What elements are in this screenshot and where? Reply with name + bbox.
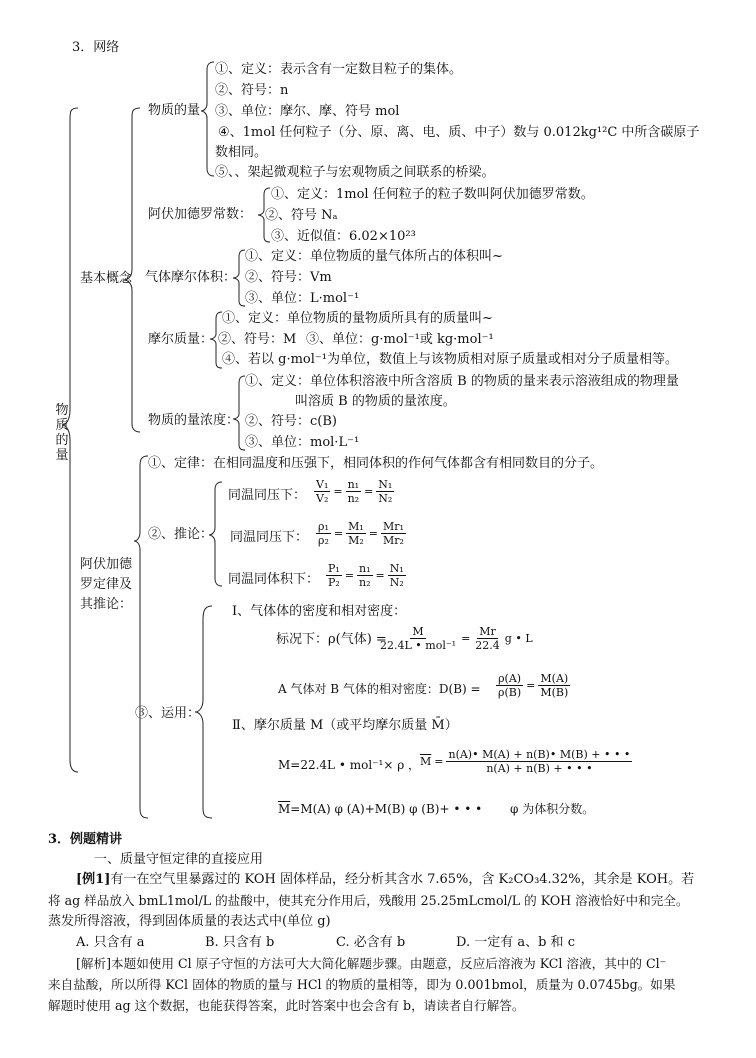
avogadro-law-label-2: 罗定律及 — [80, 577, 133, 592]
phi-note: φ 为体积分数。 — [510, 802, 595, 816]
inference-2-formula: ρ₁ ρ₂ = M₁ M₂ = Mr₁ Mr₂ — [318, 520, 404, 547]
avogadro-const-label: 阿伏加德罗常数： — [148, 207, 253, 222]
molar-volume-item-3: ③、单位：L·mol⁻¹ — [245, 291, 360, 306]
root-label — [55, 403, 69, 463]
amount-item-4-cont: 数相同。 — [215, 145, 268, 160]
avogadro-law-label-1: 阿伏加德 — [80, 557, 133, 572]
option-a: A. 只含有 a — [76, 935, 145, 950]
molar-mass-item-2: ②、符号：M — [218, 332, 297, 347]
option-d: D. 一定有 a、b 和 c — [456, 935, 575, 950]
concentration-item-3: ③、单位：mol·L⁻¹ — [245, 435, 360, 450]
analysis-line-2: 来自盐酸，所以所得 KCl 固体的物质的量与 HCl 的物质的量相等，即为 0.001bmol，质量为 0.0745bg。如果 — [48, 977, 676, 992]
mbar-symbol: $\overline{M}$ — [420, 755, 432, 768]
law-item-2: ②、推论： — [148, 527, 214, 542]
amount-label: 物质的量 — [148, 103, 201, 118]
avogadro-law-label-3: 其推论： — [80, 597, 133, 612]
molar-volume-label: 气体摩尔体积： — [145, 270, 237, 285]
inference-3-label: 同温同体积下： — [228, 572, 320, 587]
molar-mass-label: 摩尔质量： — [148, 332, 214, 347]
root-label-text: 物 质 的 量 — [55, 403, 69, 463]
avogadro-const-item-1: ①、定义：1mol 任何粒子的粒子数叫阿伏加德罗常数。 — [271, 187, 594, 202]
option-b: B. 只含有 b — [205, 935, 275, 950]
example-heading: 3．例题精讲 — [48, 832, 123, 847]
law-item-1: ①、定律：在相同温度和压强下，相同体积的作何气体都含有相同数目的分子。 — [148, 456, 604, 471]
concentration-item-1-cont: 叫溶质 B 的物质的量浓度。 — [295, 394, 456, 409]
analysis-line-3: 解题时使用 ag 这个数据，也能获得答案，此时答案中也会含有 b，请读者自行解答。 — [48, 998, 525, 1013]
amount-item-5: ⑤、、架起微观粒子与宏观物质之间联系的桥梁。 — [215, 165, 495, 180]
concentration-label: 物质的量浓度： — [148, 413, 240, 428]
amount-item-1: ①、定义：表示含有一定数目粒子的集体。 — [215, 62, 463, 77]
concentration-item-2: ②、符号：c(B) — [245, 414, 337, 429]
relative-density-formula: ρ(A) ρ(B) = M(A) M(B) — [498, 672, 569, 699]
analysis-line-1: [解析]本题如使用 Cl 原子守恒的方法可大大简化解题步骤。由题意，反应后溶液为 KCl 溶液，其中的 Cl⁻ — [76, 956, 667, 971]
avogadro-const-item-2: ②、符号 Nₐ — [265, 208, 338, 223]
std-density-formula: M 22.4L • mol⁻¹ = $\frac{Mr}{22.4}$ g • L — [380, 625, 533, 652]
example-line-3: 蒸发所得溶液，得到固体质量的表达式中(单位 g) — [48, 914, 331, 929]
inference-1-label: 同温同压下： — [228, 488, 307, 503]
basic-concepts-label: 基本概念 — [80, 271, 133, 286]
amount-item-2: ②、符号：n — [215, 83, 289, 98]
application-1-title: Ⅰ、气体体的密度和相对密度： — [232, 604, 407, 619]
molar-volume-item-2: ②、符号：Vm — [245, 270, 332, 285]
application-2-title: Ⅱ、摩尔质量 M（或平均摩尔质量 M̄） — [232, 718, 458, 733]
molar-volume-item-1: ①、定义：单位物质的量气体所占的体积叫~ — [245, 249, 503, 264]
example-subheading: 一、质量守恒定律的直接应用 — [94, 852, 264, 867]
amount-item-3: ③、单位：摩尔、摩、符号 mol — [215, 104, 400, 119]
avogadro-const-item-3: ③、近似值：6.02×10²³ — [271, 229, 416, 244]
molar-mass-item-4: ④、若以 g·mol⁻¹为单位，数值上与该物质相对原子质量或相对分子质量相等。 — [222, 352, 678, 367]
concentration-item-1: ①、定义：单位体积溶液中所含溶质 B 的物质的量来表示溶液组成的物理量 — [245, 374, 679, 389]
mean-molar-mass-formula: $\overline{M}$ = n(A)• M(A) + n(B)• M(B) + • • • n(A) + n(B) + • • • — [420, 748, 631, 775]
relative-density-label: A 气体对 B 气体的相对密度：D(B) = — [278, 682, 481, 696]
amount-item-4: ④、1mol 任何粒子（分、原、离、电、质、中子）数与 0.012kg¹²C 中所含碳原子 — [218, 125, 700, 140]
inference-3-formula: P₁ P₂ = n₁ n₂ = N₁ N₂ — [328, 562, 404, 589]
law-item-3: ③、运用： — [135, 706, 201, 721]
molar-mass-item-3: ③、单位：g·mol⁻¹或 kg·mol⁻¹ — [306, 332, 494, 347]
mean-molar-mass-expansion: $\overline{M}=M(A)$ φ (A)+M(B) φ (B)+ • • • — [278, 802, 483, 816]
option-c: C. 必含有 b — [336, 935, 406, 950]
inference-2-label: 同温同压下： — [230, 530, 309, 545]
molar-mass-item-1: ①、定义：单位物质的量物质所具有的质量叫~ — [222, 311, 493, 326]
inference-1-formula: V₁ V₂ = n₁ n₂ = N₁ N₂ — [316, 478, 393, 505]
molar-mass-formula: M=22.4L • mol⁻¹× ρ ， — [278, 758, 421, 772]
std-density-label: 标况下：ρ(气体) = — [276, 632, 387, 647]
section-network: 3．网络 — [72, 40, 120, 55]
example-line-2: 将 ag 样品放入 bmL1mol/L 的盐酸中，使其充分作用后，残酸用 25.25mLcmol/L 的 KOH 溶液恰好中和完全。 — [48, 893, 689, 908]
example-line-1: [例1]有一在空气里暴露过的 KOH 固体样品，经分析其含水 7.65%，含 K₂CO₃4.32%，其余是 KOH。若 — [76, 872, 695, 887]
